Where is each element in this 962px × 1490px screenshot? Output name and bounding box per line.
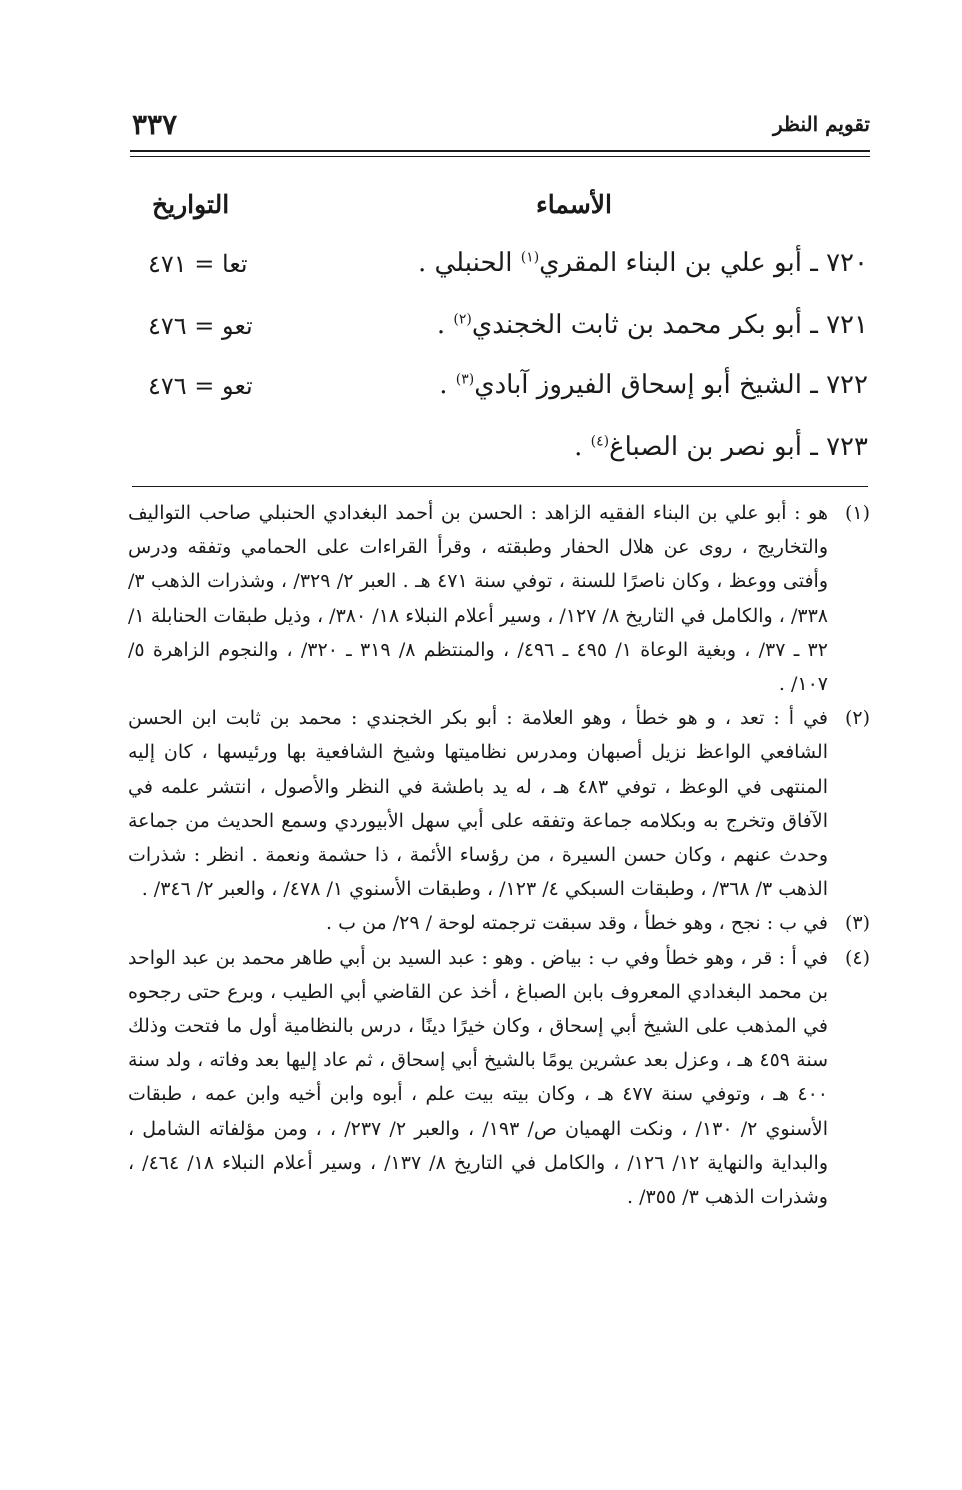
footnote-text: هو : أبو علي بن البناء الفقيه الزاهد : الحسن بن أحمد البغدادي الحنبلي صاحب التواليف والتخاريج ، روى عن هلال الحفار وطبقته ، وقرأ القراءات على الحمامي وتفقه ودرس وأفتى ووعظ ، وكان ناصرًا للسنة ، توفي سنة ٤٧١ هـ . العبر ٢/ ٣٢٩/ ، وشذرات الذهب ٣/ ٣٣٨/ ، والكامل في التاريخ ٨/ ١٢٧/ ، وسير أعلام النبلاء ١٨/ ٣٨٠/ ، وذيل طبقات الحنابلة ١/ ٣٢ ـ ٣٧/ ، وبغية الوعاة ١/ ٤٩٥ ـ ٤٩٦/ ، والمنتظم ٨/ ٣١٩ ـ ٣٢٠/ ، والنجوم الزاهرة ٥/ ١٠٧/ . (128, 502, 829, 696)
footnote-number: (٤) (844, 946, 870, 969)
dates-column-heading: التواريخ (152, 190, 230, 219)
footnote-ref: (٤) (590, 433, 610, 450)
footnote-text: في ب : نجح ، وهو خطأ ، وقد سبقت ترجمته لوحة / ٢٩/ من ب . (326, 912, 828, 935)
entry-row (130, 310, 868, 350)
entry-name: ٧٢٣ ـ أبو نصر بن الصباغ$^{(٤)}$ . (574, 432, 868, 462)
footnote-number: (٢) (844, 707, 870, 730)
footnote-ref: (٣) (455, 371, 475, 388)
entry-date: تعو = ٤٧٦ (148, 372, 253, 400)
entry-date: تعو = ٤٧٦ (148, 312, 253, 340)
footnote (128, 701, 870, 906)
footnote-number: (٣) (844, 912, 870, 935)
page-number: ٣٣٧ (132, 108, 178, 141)
footnotes (128, 496, 870, 1214)
entry-name: ٧٢١ ـ أبو بكر محمد بن ثابت الخجندي$^{(٢)}$ . (436, 310, 868, 340)
entry-row (130, 432, 868, 472)
running-header-title: تقويم النظر (773, 112, 870, 136)
entry-name: ٧٢٢ ـ الشيخ أبو إسحاق الفيروز آبادي$^{(٣)}$ . (439, 370, 868, 400)
footnote-text: في أ : قر ، وهو خطأ وفي ب : بياض . وهو : عبد السيد بن أبي طاهر محمد بن عبد الواحد بن محمد البغدادي المعروف بابن الصباغ ، أخذ عن القاضي أبي الطيب ، وبرع حتى رجحوه في المذهب على الشيخ أبي إسحاق ، وكان خيرًا دينًا ، درس بالنظامية أول ما فتحت وذلك سنة ٤٥٩ هـ ، وعزل بعد عشرين يومًا بالشيخ أبي إسحاق ، ثم عاد إليها بعد وفاته ، ولد سنة ٤٠٠ هـ ، وتوفي سنة ٤٧٧ هـ ، وكان بيته بيت علم ، أبوه وابن أخيه وابن عمه ، طبقات الأسنوي ٢/ ١٣٠/ ، ونكت الهميان ص/ ١٩٣/ ، والعبر ٢/ ٢٣٧/ ، ، ومن مؤلفاته الشامل ، والبداية والنهاية ١٢/ ١٢٦/ ، والكامل في التاريخ ٨/ ١٣٧/ ، وسير أعلام النبلاء ١٨/ ٤٦٤/ ، وشذرات الذهب ٣/ ٣٥٥/ . (128, 946, 829, 1209)
entry-name: ٧٢٠ ـ أبو علي بن البناء المقري$^{(١)}$ الحنبلي . (417, 248, 868, 278)
footnote-ref: (٢) (453, 311, 472, 328)
header-rule (130, 150, 870, 152)
footnote-number: (١) (844, 502, 870, 524)
footnote (128, 941, 870, 1215)
footnote-separator (132, 486, 868, 487)
entry-date: تعا = ٤٧١ (148, 250, 248, 278)
names-column-heading: الأسماء (536, 190, 612, 219)
header-rule-thin (130, 156, 870, 157)
footnote-ref: (١) (520, 249, 540, 266)
footnote (128, 496, 870, 701)
entry-row (130, 248, 868, 288)
footnote-text: في أ : تعد ، و هو خطأ ، وهو العلامة : أبو بكر الخجندي : محمد بن ثابت ابن الحسن الشافعي الواعظ نزيل أصبهان ومدرس نظاميتها وشيخ الشافعية بها ورئيسها ، كان إليه المنتهى في الوعظ ، توفي ٤٨٣ هـ ، له يد باطشة في النظر والأصول ، انتشر علمه في الآفاق وتخرج به وبكلامه جماعة وتفقه على أبي سهل الأبيوردي وسمع الحديث من جماعة وحدث عنهم ، وكان حسن السيرة ، من رؤساء الأئمة ، ذا حشمة ونعمة . انظر : شذرات الذهب ٣/ ٣٦٨/ ، وطبقات السبكي ٤/ ١٢٣/ ، وطبقات الأسنوي ١/ ٤٧٨/ ، والعبر ٢/ ٣٤٦/ . (128, 707, 829, 901)
entry-row (130, 370, 868, 410)
footnote (128, 906, 870, 940)
